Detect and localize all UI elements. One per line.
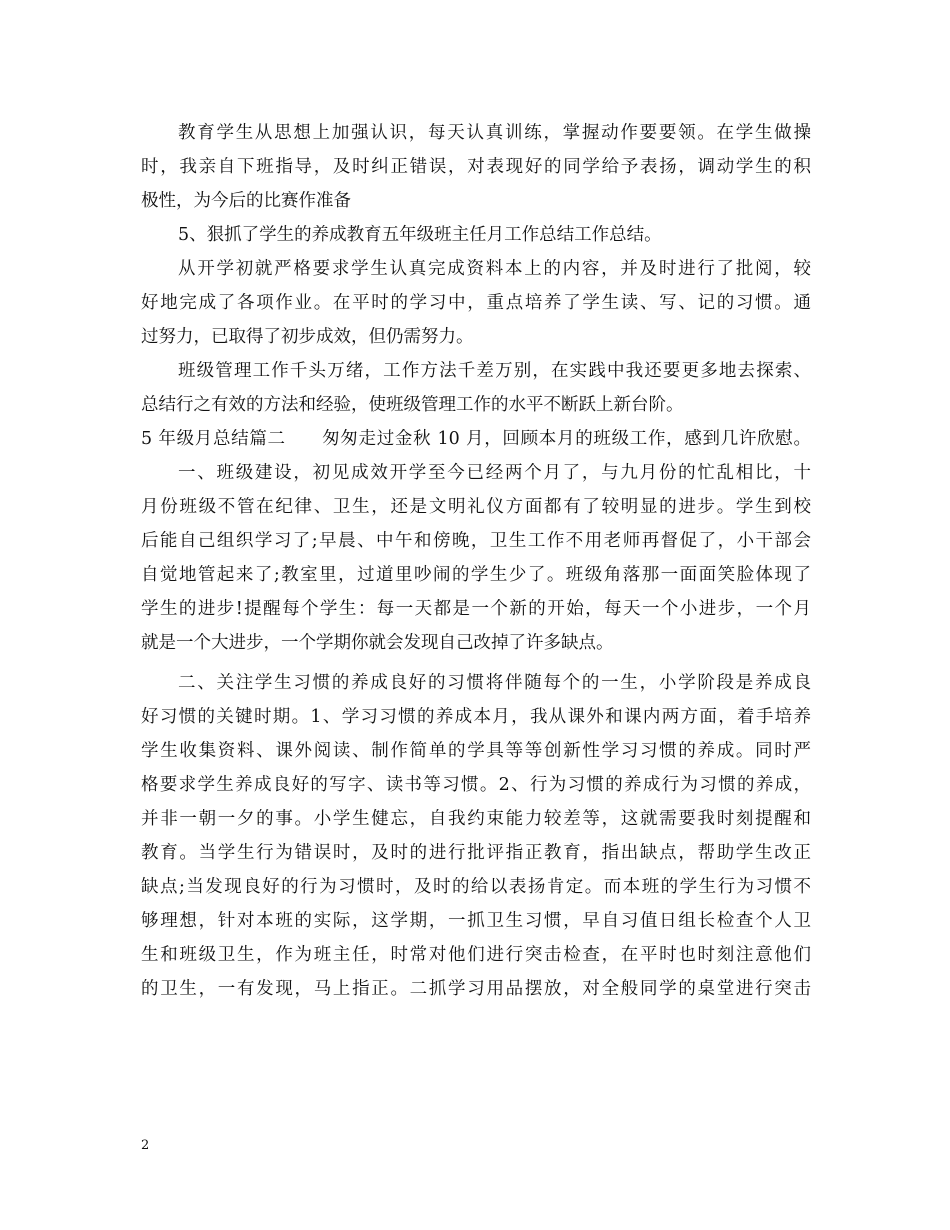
text-line: 后能自己组织学习了;早晨、中午和傍晚，卫生工作不用老师再督促了，小干部会: [141, 531, 811, 551]
text-line: 生和班级卫生，作为班主任，时常对他们进行突击检查，在平时也时刻注意他们: [141, 945, 811, 965]
text-line: 学生收集资料、课外阅读、制作简单的学具等等创新性学习习惯的养成。同时严: [141, 741, 811, 761]
text-line: 班级管理工作千头万绪，工作方法千差万别，在实践中我还要更多地去探索、: [178, 361, 811, 381]
text-line: 时，我亲自下班指导，及时纠正错误，对表现好的同学给予表扬，调动学生的积: [141, 157, 811, 177]
text-line: 教育学生从思想上加强认识，每天认真训练，掌握动作要要领。在学生做操: [178, 123, 811, 143]
text-line: 缺点;当发现良好的行为习惯时，及时的给以表扬肯定。而本班的学生行为习惯不: [141, 877, 811, 897]
text-line: 学生的进步!提醒每个学生：每一天都是一个新的开始，每天一个小进步，一个月: [141, 599, 811, 619]
text-line: 一、班级建设，初见成效开学至今已经两个月了，与九月份的忙乱相比，十: [178, 463, 811, 483]
text-line: 并非一朝一夕的事。小学生健忘，自我约束能力较差等，这就需要我时刻提醒和: [141, 809, 811, 829]
text-line: 极性，为今后的比赛作准备: [141, 191, 351, 211]
text-line: 好习惯的关键时期。1、学习习惯的养成本月，我从课外和课内两方面，着手培养: [141, 707, 811, 727]
text-line: 好地完成了各项作业。在平时的学习中，重点培养了学生读、写、记的习惯。通: [141, 293, 811, 313]
text-line: 的卫生，一有发现，马上指正。二抓学习用品摆放，对全般同学的桌堂进行突击: [141, 979, 811, 999]
text-line: 格要求学生养成良好的写字、读书等习惯。2、行为习惯的养成行为习惯的养成，: [141, 775, 811, 795]
text-line: 5、狠抓了学生的养成教育五年级班主任月工作总结工作总结。: [178, 225, 662, 245]
text-line: 5 年级月总结篇二 匆匆走过金秋 10 月，回顾本月的班级工作，感到几许欣慰。: [141, 429, 811, 449]
page-number: 2: [141, 1138, 150, 1153]
document-body: [141, 116, 811, 1006]
text-line: 够理想，针对本班的实际，这学期，一抓卫生习惯，早自习值日组长检查个人卫: [141, 911, 811, 931]
text-line: 过努力，已取得了初步成效，但仍需努力。: [141, 327, 474, 347]
text-line: 二、关注学生习惯的养成良好的习惯将伴随每个的一生，小学阶段是养成良: [178, 673, 811, 693]
text-line: 月份班级不管在纪律、卫生，还是文明礼仪方面都有了较明显的进步。学生到校: [141, 497, 811, 517]
text-line: 从开学初就严格要求学生认真完成资料本上的内容，并及时进行了批阅，较: [178, 259, 811, 279]
text-line: 教育。当学生行为错误时，及时的进行批评指正教育，指出缺点，帮助学生改正: [141, 843, 811, 863]
text-line: 自觉地管起来了;教室里，过道里吵闹的学生少了。班级角落那一面面笑脸体现了: [141, 565, 811, 585]
text-line: 总结行之有效的方法和经验，使班级管理工作的水平不断跃上新台阶。: [141, 395, 684, 415]
text-line: 就是一个大进步，一个学期你就会发现自己改掉了许多缺点。: [141, 633, 614, 653]
